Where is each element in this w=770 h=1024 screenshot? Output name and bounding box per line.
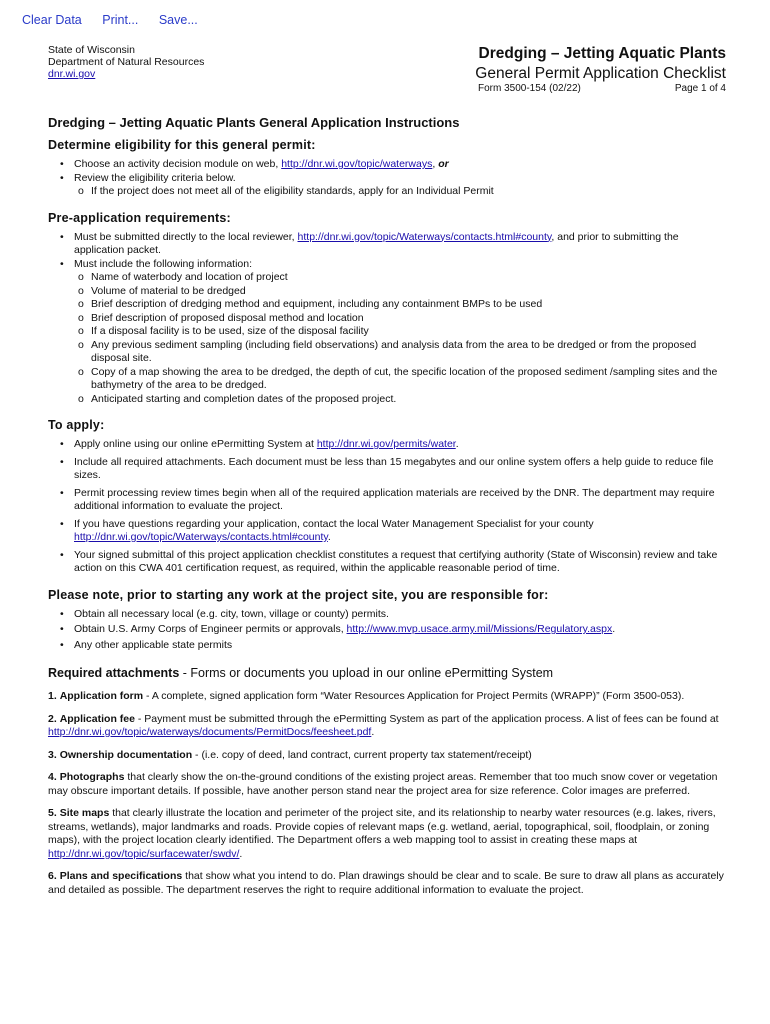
list-item: • Apply online using our online ePermitting System at http://dnr.wi.gov/permits/water. bbox=[60, 438, 459, 450]
permits-link[interactable]: http://dnr.wi.gov/permits/water bbox=[316, 438, 456, 450]
clear-data-button[interactable]: Clear Data bbox=[22, 13, 82, 27]
form-subtitle: General Permit Application Checklist bbox=[475, 65, 726, 82]
list-item: o If the project does not meet all of the eligibility standards, apply for an Individual Permit bbox=[78, 185, 494, 197]
toolbar bbox=[22, 13, 215, 27]
eligibility-section bbox=[48, 138, 728, 199]
list-item: • Any other applicable state permits bbox=[60, 638, 233, 651]
list-item: o Any previous sediment sampling (including field observations) and analysis data from the area to be dredged or from the proposed disposal site. bbox=[78, 338, 697, 364]
list-item: o Copy of a map showing the area to be dredged, the depth of cut, the specific location of the proposed sediment /sampling sites and the bathymetry of the area to be dredged. bbox=[78, 365, 718, 391]
list-item: o Brief description of proposed disposal method and location bbox=[78, 311, 364, 324]
apply-section bbox=[48, 418, 728, 576]
form-number: Form 3500-154 (02/22) bbox=[478, 83, 581, 94]
list-item: • If you have questions regarding your application, contact the local Water Management Specialist for your county http://dnr.wi.gov/topic/Waterways/contacts.html#county. bbox=[60, 517, 594, 543]
list-item: • Obtain U.S. Army Corps of Engineer permits or approvals, http://www.mvp.usace.army.mil/Missions/Regulatory.aspx. bbox=[60, 623, 616, 635]
print-button[interactable]: Print... bbox=[102, 13, 139, 27]
note-heading: Please note, prior to starting any work at the project site, you are responsible for: bbox=[48, 587, 549, 602]
note-section bbox=[48, 588, 728, 653]
eligibility-heading: Determine eligibility for this general permit: bbox=[48, 138, 316, 152]
list-item: • Your signed submittal of this project application checklist constitutes a request that certifying authority (State of Wisconsin) review and take action on this CWA 401 certification request, as required, within the applicable reasonable period of time. bbox=[60, 548, 718, 574]
list-item: 3. Ownership documentation - (i.e. copy of deed, land contract, current property tax statement/receipt) bbox=[48, 748, 532, 761]
preapp-section bbox=[48, 211, 728, 407]
list-item: o Name of waterbody and location of project bbox=[78, 271, 288, 283]
agency-state: State of Wisconsin bbox=[48, 44, 135, 56]
agency-block bbox=[48, 44, 204, 80]
list-item: 5. Site maps that clearly illustrate the location and perimeter of the project site, and its relationship to nearby water resources (e.g. lakes, rivers, streams, wetlands), major landmarks and roads. Provide copies of relevant maps (e.g. wetland, aerial, topographical, soil, floodplain, or zoning maps), with the project location clearly identified. The Department offers a web mapping tool to assist in creating these maps at http://dnr.wi.gov/topic/surfacewater/swdv/. bbox=[48, 807, 716, 860]
list-item: • Must be submitted directly to the local reviewer, http://dnr.wi.gov/topic/Waterways/contacts.html#county, and prior to submitting the application packet. bbox=[60, 230, 679, 256]
list-item: • Choose an activity decision module on web, http://dnr.wi.gov/topic/waterways, or bbox=[60, 158, 449, 170]
list-item: • Must include the following information: bbox=[60, 257, 253, 270]
list-item: 1. Application form - A complete, signed application form “Water Resources Application for Project Permits (WRAPP)” (Form 3500-053). bbox=[48, 690, 685, 702]
swdv-link[interactable]: http://dnr.wi.gov/topic/surfacewater/swdv/ bbox=[48, 847, 240, 860]
waterways-link[interactable]: http://dnr.wi.gov/topic/waterways bbox=[281, 158, 433, 170]
save-button[interactable]: Save... bbox=[158, 13, 198, 27]
county-contacts-link[interactable]: http://dnr.wi.gov/topic/Waterways/contacts.html#county bbox=[74, 531, 328, 543]
agency-department: Department of Natural Resources bbox=[48, 56, 205, 68]
preapp-heading: Pre-application requirements: bbox=[48, 210, 231, 225]
list-item: • Obtain all necessary local (e.g. city, town, village or county) permits. bbox=[60, 607, 389, 620]
form-title: Dredging – Jetting Aquatic Plants bbox=[478, 45, 726, 62]
list-item: • Permit processing review times begin when all of the required application materials are received by the DNR. The department may require additional information to evaluate the project. bbox=[60, 486, 715, 512]
page-number: Page 1 of 4 bbox=[674, 83, 726, 94]
list-item: o Brief description of dredging method and equipment, including any containment BMPs to be used bbox=[78, 298, 543, 310]
list-item: • Include all required attachments. Each document must be less than 15 megabytes and our online system offers a help guide to reduce file sizes. bbox=[60, 455, 714, 481]
usace-link[interactable]: http://www.mvp.usace.army.mil/Missions/Regulatory.aspx bbox=[346, 623, 613, 635]
form-title-block bbox=[396, 45, 726, 83]
form-number-row bbox=[478, 83, 726, 94]
required-attachments-heading: Required attachments - Forms or documents you upload in our online ePermitting System bbox=[48, 666, 554, 680]
list-item: 4. Photographs that clearly show the on-the-ground conditions of the existing project areas. Remember that too much snow cover or vegetation may obscure important details. If possible, have another person stand near the project area for size reference. Color images are preferred. bbox=[48, 771, 718, 797]
list-item: o Anticipated starting and completion dates of the proposed project. bbox=[78, 392, 397, 405]
apply-heading: To apply: bbox=[48, 418, 105, 432]
list-item: o Volume of material to be dredged bbox=[78, 284, 246, 297]
attachments-list bbox=[48, 690, 728, 897]
contacts-link[interactable]: http://dnr.wi.gov/topic/Waterways/contacts.html#county bbox=[297, 230, 552, 243]
list-item: 2. Application fee - Payment must be submitted through the ePermitting System as part of the application process. A list of fees can be found at http://dnr.wi.gov/topic/waterways/documents/PermitDocs/feesheet.pdf. bbox=[48, 712, 719, 738]
list-item: 6. Plans and specifications that show what you intend to do. Plan drawings should be clear and to scale. Be sure to draw all plans as accurately and detailed as possible. The department reserves the right to require additional information to evaluate the project. bbox=[48, 870, 724, 896]
list-item: • Review the eligibility criteria below. bbox=[60, 171, 236, 184]
list-item: o If a disposal facility is to be used, size of the disposal facility bbox=[78, 325, 369, 337]
feesheet-link[interactable]: http://dnr.wi.gov/topic/waterways/documents/PermitDocs/feesheet.pdf bbox=[48, 726, 372, 738]
agency-link[interactable]: dnr.wi.gov bbox=[48, 68, 96, 80]
main-content bbox=[48, 115, 728, 906]
doc-title: Dredging – Jetting Aquatic Plants General Application Instructions bbox=[48, 115, 460, 130]
